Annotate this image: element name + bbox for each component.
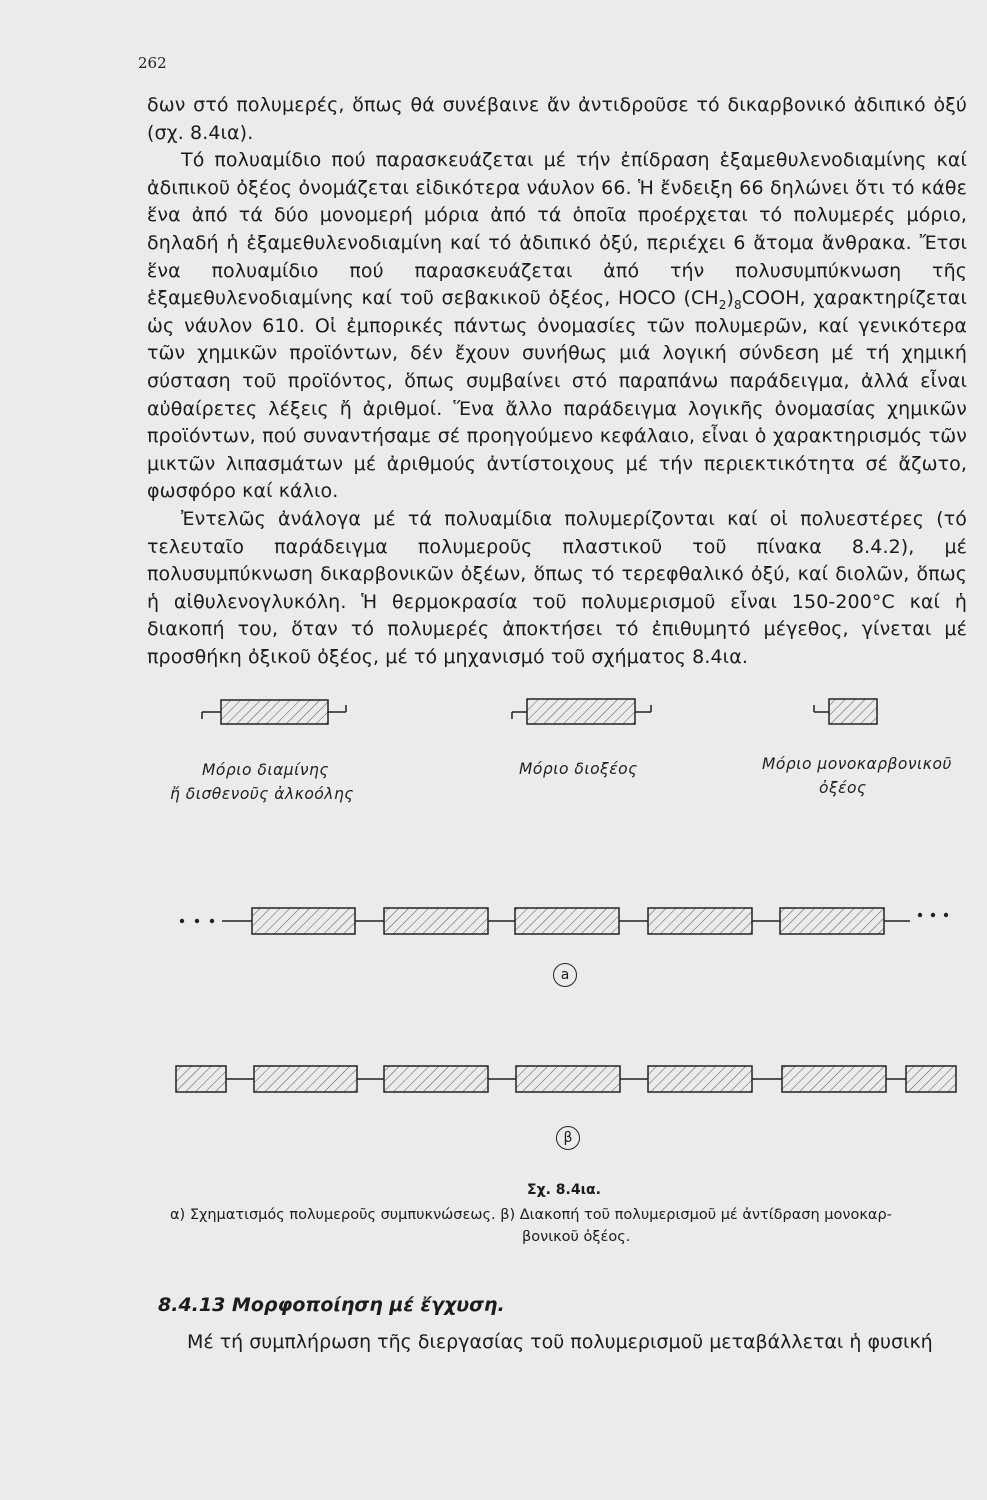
caption-line-2: βονικοῦ ὀξέος. <box>522 1229 631 1245</box>
paragraph-2-part-a: Τό πολυαμίδιο πού παρασκευάζεται μέ τήν ἐπίδραση ἑξαμεθυλενοδιαμίνης καί ἀδιπικοῦ ὀξέος ὀνομάζεται εἰδικότερα νάυλον 66. Ἡ ἔνδειξη 66 δηλώνει ὅτι τό κάθε ἕνα ἀπό τά δύο μονομερή μόρια ἀπό τά ὁποῖα προέρχεται τό πολυμερές μόριο, δηλαδή ἡ ἑξαμεθυλενοδιαμίνη καί τό ἀδιπικό ὀξύ, περιέχει 6 ἄτομα ἄνθρακα. Ἔτσι ἕνα πολυαμίδιο πού παρασκευάζεται ἀπό τήν πολυσυμπύκνωση τῆς ἑξαμεθυλενοδιαμίνης καί τοῦ σεβακικοῦ ὀξέος, HOCO (CH <box>147 149 967 310</box>
page-number: 262 <box>138 54 167 72</box>
label-monoacid-line1: Μόριο μονοκαρβονικοῦ <box>762 755 952 773</box>
polymer-chain-b <box>176 1066 956 1092</box>
label-diamine-line2: ἤ δισθενοῦς ἀλκοόλης <box>170 785 354 803</box>
label-monoacid-line2: ὀξέος <box>819 779 867 797</box>
section-heading: 8.4.13 Μορφοποίηση μέ ἔγχυση. <box>158 1294 505 1316</box>
figure-caption <box>170 1204 970 1248</box>
mark-b: β <box>556 1126 580 1150</box>
paragraph-2-part-c: COOH, χαρακτηρίζεται ὡς νάυλον 610. Οἱ ἐμπορικές πάντως ὀνομασίες τῶν πολυμερῶν, καί γενικότερα τῶν χημικῶν προϊόντων, δέν ἔχουν συνήθως μιά λογική σύνδεση μέ τή χημική σύσταση τοῦ προϊόντος, ὅπως συμβαίνει στό παραπάνω παράδειγμα, ἀλλά εἶναι αὐθαίρετες λέξεις ἤ ἀριθμοί. Ἕνα ἄλλο παράδειγμα λογικῆς ὀνομασίας χημικῶν προϊόντων, πού συναντήσαμε σέ προηγούμενο κεφάλαιο, εἶναι ὁ χαρακτηρισμός τῶν μικτῶν λιπασμάτων μέ ἀριθμούς ἀντίστοιχους μέ τήν περιεκτικότητα σέ ἄζωτο, φωσφόρο καί κάλιο. <box>147 287 967 503</box>
polymer-chain-a <box>180 908 948 934</box>
section-first-line: Μέ τή συμπλήρωση τῆς διεργασίας τοῦ πολυμερισμοῦ μεταβάλλεται ἡ φυσική <box>187 1331 933 1353</box>
diamine-molecule <box>202 700 346 724</box>
paragraph-1: δων στό πολυμερές, ὅπως θά συνέβαινε ἄν ἀντιδροῦσε τό δικαρβονικό ἀδιπικό ὀξύ (σχ. 8.4ια). <box>147 94 967 144</box>
paragraph-3: Ἐντελῶς ἀνάλογα μέ τά πολυαμίδια πολυμερίζονται καί οἱ πολυεστέρες (τό τελευταῖο παράδειγμα πολυμεροῦς πλαστικοῦ τοῦ πίνακα 8.4.2), μέ πολυσυμπύκνωση δικαρβονικῶν ὀξέων, ὅπως τό τερεφθαλικό ὀξύ, καί διολῶν, ὅπως ἡ αἰθυλενογλυκόλη. Ἡ θερμοκρασία τοῦ πολυμερισμοῦ εἶναι 150-200°C καί ἡ διακοπή του, ὅταν τό πολυμερές ἀποκτήσει τό ἐπιθυμητό μέγεθος, γίνεται μέ προσθήκη ὀξικοῦ ὀξέος, μέ τό μηχανισμό τοῦ σχήματος 8.4ια. <box>147 507 967 668</box>
figure-caption-title: Σχ. 8.4ια. <box>527 1182 601 1198</box>
caption-line-1: α) Σχηματισμός πολυμεροῦς συμπυκνώσεως. β) Διακοπή τοῦ πολυμερισμοῦ μέ ἀντίδραση μονοκαρ- <box>170 1207 892 1223</box>
paragraph-2-part-b: ) <box>726 287 734 310</box>
subscript-2: 2 <box>718 297 727 312</box>
monoacid-molecule <box>814 699 877 724</box>
subscript-8: 8 <box>733 297 742 312</box>
label-diacid: Μόριο διοξέος <box>519 760 638 778</box>
mark-a: a <box>553 963 577 987</box>
diacid-molecule <box>512 699 651 724</box>
label-diamine-line1: Μόριο διαμίνης <box>202 761 329 779</box>
